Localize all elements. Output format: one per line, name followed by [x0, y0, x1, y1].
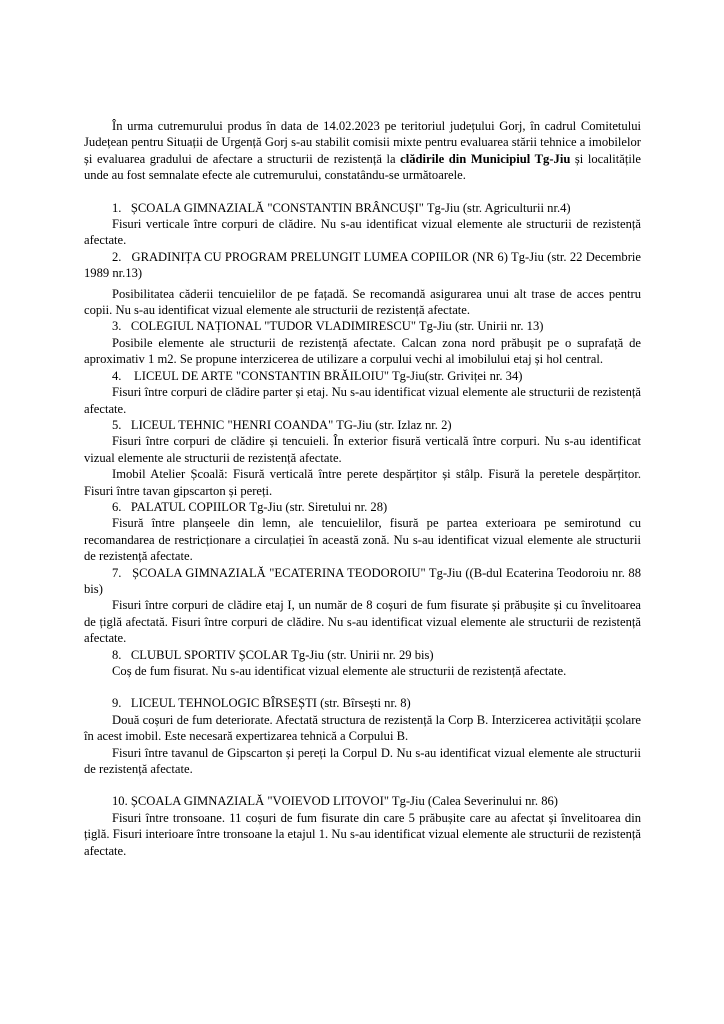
item-heading [84, 417, 641, 433]
item-paragraph: Fisuri între corpuri de clădire etaj I, un număr de 8 coșuri de fum fisurate și prăbușite și cu învelitoarea de țiglă afectată. Fisuri între corpuri de clădire. Nu s-au identificat vizual elemente ale structurii de rezistență afectate. [84, 598, 641, 646]
intro-text-2: și localitățile unde au fost semnalate efecte ale cutremurului, constatându-se următoarele. [84, 151, 641, 183]
item-heading [84, 695, 641, 711]
intro-text-1: În urma cutremurului produs în data de 14.02.2023 pe teritoriul județului Gorj, în cadrul Comitetului Județean pentru Situații de Urgență Gorj s-au stabilit comisii mixte pentru evaluarea stării tehnice a imobilelor și evaluarea gradului de afectare a structurii de rezistență la [84, 119, 641, 166]
intro-paragraph [84, 118, 641, 184]
item-paragraph: Imobil Atelier Școală: Fisură verticală între perete despărțitor și stâlp. Fisură la peretele despărțitor. Fisuri între tavan gipscarton și pereți. [84, 467, 641, 498]
intro-bold-text: clădirile din Municipiul Tg-Jiu [400, 151, 571, 166]
item-heading [84, 499, 641, 515]
item-title: CLUBUL SPORTIV ȘCOLAR Tg-Jiu (str. Unirii nr. 29 bis) [130, 647, 434, 662]
item-title: ȘCOALA GIMNAZIALĂ "VOIEVOD LITOVOI" Tg-Jiu (Calea Severinului nr. 86) [130, 794, 559, 809]
item-paragraph: Coș de fum fisurat. Nu s-au identificat vizual elemente ale structurii de rezistență afectate. [112, 664, 567, 678]
item-paragraph: Fisură între planșeele din lemn, ale tencuielilor, fisură pe partea exterioara pe semirotund cu recomandarea de restricționare a circulației în această zonă. Nu s-au identificat vizual elemente ale structurii de rezistență afectate. [84, 516, 641, 564]
item-title: ȘCOALA GIMNAZIALĂ "ECATERINA TEODOROIU" Tg-Jiu ((B-dul Ecaterina Teodoroiu nr. 88 bis) [84, 565, 641, 596]
item-number: 2. [112, 249, 122, 264]
item-title: ȘCOALA GIMNAZIALĂ "CONSTANTIN BRÂNCUȘI" Tg-Jiu (str. Agriculturii nr.4) [130, 200, 571, 215]
item-paragraph: Fisuri verticale între corpuri de clădire. Nu s-au identificat vizual elemente ale structurii de rezistență afectate. [84, 217, 641, 248]
item-number: 1. [112, 200, 122, 215]
item-paragraph: Posibilitatea căderii tencuielilor de pe fațadă. Se recomandă asigurarea unui alt trase de acces pentru copii. Nu s-au identificat vizual elemente ale structurii de rezistență afectate. [84, 286, 641, 318]
item-paragraph: Două coșuri de fum deteriorate. Afectată structura de rezistență la Corp B. Interzicerea activității școlare în acest imobil. Este necesară expertizarea tehnică a Corpului B. [84, 712, 641, 744]
item-number: 10. [112, 794, 128, 809]
item-heading [84, 565, 641, 598]
item-paragraph: Fisuri între corpuri de clădire și tencuieli. În exterior fisură verticală între corpuri. Nu s-au identificat vizual elemente ale structurii de rezistență afectate. [84, 434, 641, 465]
item-number: 9. [112, 696, 122, 711]
spacer [84, 679, 641, 695]
item-title: GRADINIȚA CU PROGRAM PRELUNGIT LUMEA COPIILOR (NR 6) Tg-Jiu (str. 22 Decembrie 1989 nr.13) [84, 249, 641, 281]
item-paragraph: Fisuri între tavanul de Gipscarton și pereți la Corpul D. Nu s-au identificat vizual elemente ale structurii de rezistență afectate. [84, 745, 641, 777]
item-heading [84, 368, 641, 384]
item-title: LICEUL DE ARTE "CONSTANTIN BRĂILOIU" Tg-Jiu(str. Griviței nr. 34) [130, 368, 523, 383]
item-heading [84, 318, 641, 334]
item-heading [84, 647, 641, 663]
item-number: 7. [112, 565, 122, 580]
item-number: 5. [112, 417, 122, 432]
item-heading [84, 793, 641, 809]
item-paragraph: Fisuri între tronsoane. 11 coșuri de fum fisurate din care 5 prăbușite care au afectat și învelitoarea din țiglă. Fisuri interioare între tronsoane la etajul 1. Nu s-au identificat vizual elemente ale structurii de rezistență afectate. [84, 810, 641, 858]
item-title: PALATUL COPIILOR Tg-Jiu (str. Siretului nr. 28) [130, 499, 388, 514]
item-title: LICEUL TEHNOLOGIC BÎRSEȘTI (str. Bîrsești nr. 8) [130, 696, 411, 711]
item-title: LICEUL TEHNIC "HENRI COANDA" TG-Jiu (str. Izlaz nr. 2) [130, 417, 452, 432]
document-page [84, 118, 641, 859]
item-number: 3. [112, 319, 122, 334]
item-number: 4. [112, 368, 122, 383]
spacer [84, 777, 641, 793]
item-paragraph: Posibile elemente ale structurii de rezistență afectate. Calcan zona nord prăbușit pe o suprafață de aproximativ 1 m2. Se propune interzicerea de utilizare a corpului vechi al imobilului etaj și hol central. [84, 335, 641, 367]
item-heading [84, 200, 641, 216]
item-number: 8. [112, 647, 122, 662]
item-paragraph: Fisuri între corpuri de clădire parter și etaj. Nu s-au identificat vizual elemente ale structurii de rezistență afectate. [84, 385, 641, 416]
spacer [84, 184, 641, 200]
item-number: 6. [112, 499, 122, 514]
item-title: COLEGIUL NAȚIONAL "TUDOR VLADIMIRESCU" Tg-Jiu (str. Unirii nr. 13) [130, 319, 544, 334]
item-heading [84, 249, 641, 282]
